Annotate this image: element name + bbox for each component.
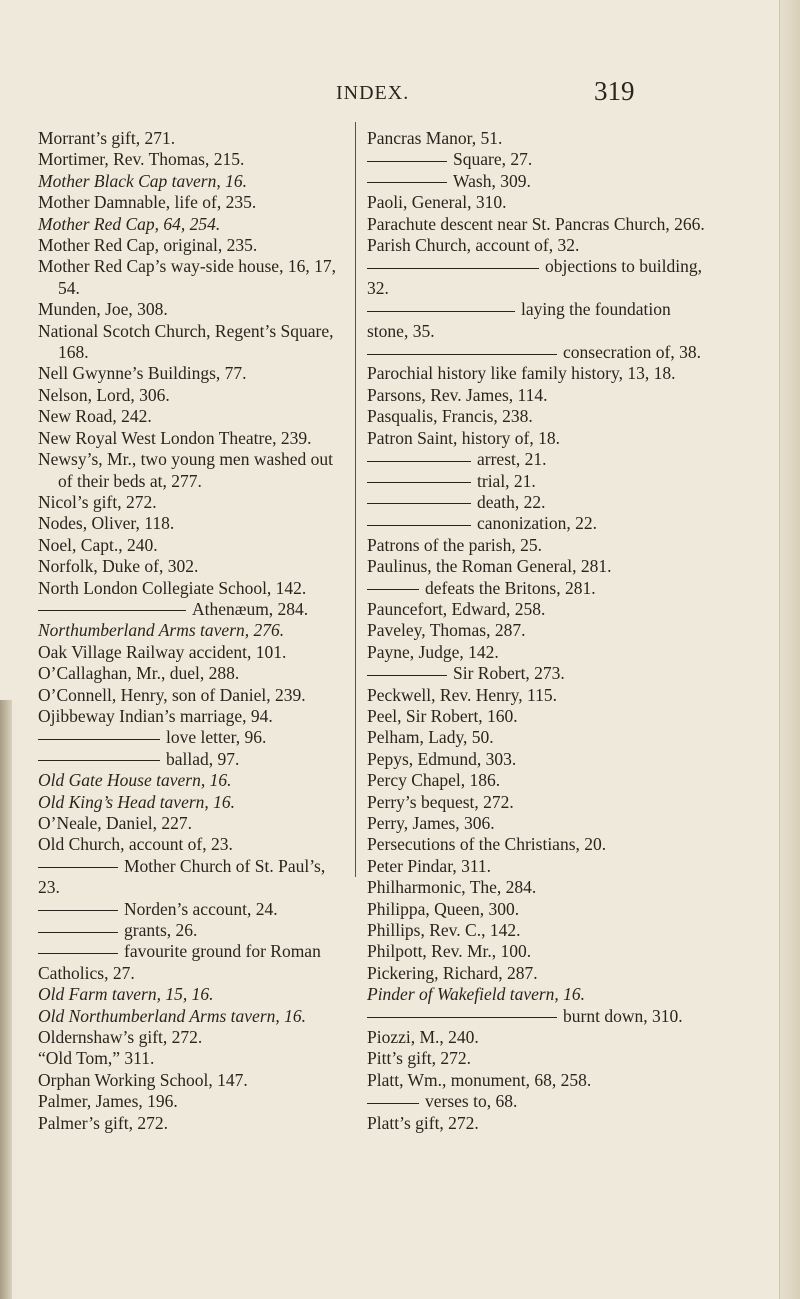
index-entry: Old Church, account of, 23. [38,834,233,855]
index-entry: Old Northumberland Arms tavern, 16. [38,1005,307,1026]
index-entry: New Royal West London Theatre, 239. [38,427,312,448]
index-entry: Old Farm tavern, 15, 16. [38,984,214,1005]
subentry-text: verses to, 68. [425,1091,518,1112]
index-entry: “Old Tom,” 311. [38,1048,155,1069]
subentry-text: canonization, 22. [477,513,598,534]
index-column-right [367,128,715,1134]
ditto-dash [38,867,118,868]
subentry-text: Square, 27. [453,149,533,170]
index-entry: Nodes, Oliver, 118. [38,513,175,534]
index-entry: Oak Village Railway accident, 101. [38,641,287,662]
index-entry: Newsy’s, Mr., two young men washed out of their beds at, 277. [38,449,334,491]
index-subentry [367,1006,715,1027]
index-entry: Parish Church, account of, 32. [367,235,580,256]
index-entry: National Scotch Church, Regent’s Square, 168. [38,320,334,363]
ditto-dash [38,910,118,911]
subentry-text: death, 22. [477,491,546,512]
ditto-dash [367,161,447,162]
binding-shadow [0,700,12,1299]
index-entry: Mother Red Cap’s way-side house, 16, 17, 54. [38,256,336,298]
index-entry: Patron Saint, history of, 18. [367,427,560,448]
index-entry: Mother Red Cap, original, 235. [38,235,258,256]
index-entry: Northumberland Arms tavern, 276. [38,620,285,641]
index-entry: Platt’s gift, 272. [367,1112,479,1133]
index-entry: Pepys, Edmund, 303. [367,748,517,769]
ditto-dash [38,739,160,740]
index-entry: Peel, Sir Robert, 160. [367,705,518,726]
index-subentry [367,299,715,342]
index-entry: O’Neale, Daniel, 227. [38,813,193,833]
page-header [0,76,800,116]
ditto-dash [367,354,557,355]
index-entry: Philharmonic, The, 284. [367,877,537,898]
index-entry: Pauncefort, Edward, 258. [367,598,546,619]
index-subentry [38,899,343,920]
index-entry: Persecutions of the Christians, 20. [367,834,607,855]
subentry-text: Sir Robert, 273. [453,663,565,684]
index-entry: Paveley, Thomas, 287. [367,620,526,641]
index-column-left [38,128,343,1134]
ditto-dash [367,1017,557,1018]
column-divider [355,122,356,877]
index-entry: Paulinus, the Roman General, 281. [367,556,612,577]
subentry-text: trial, 21. [477,470,536,491]
subentry-text: favourite ground for Roman Catholics, 27. [38,941,321,983]
index-entry: Philippa, Queen, 300. [367,898,520,919]
subentry-text: Norden’s account, 24. [124,898,278,919]
index-entry: Pickering, Richard, 287. [367,962,538,983]
index-entry: O’Connell, Henry, son of Daniel, 239. [38,684,306,705]
index-subentry [367,663,715,684]
ditto-dash [367,675,447,676]
index-entry: Oldernshaw’s gift, 272. [38,1027,203,1048]
index-entry: Parochial history like family history, 13, 18. [367,363,676,384]
index-subentry [38,727,343,748]
subentry-text: ballad, 97. [166,748,240,769]
index-entry: Palmer, James, 196. [38,1091,178,1112]
ditto-dash [38,610,186,611]
ditto-dash [367,461,471,462]
subentry-text: Wash, 309. [453,170,531,191]
subentry-text: arrest, 21. [477,449,547,470]
index-subentry [367,449,715,470]
index-entry: Orphan Working School, 147. [38,1069,248,1090]
subentry-text: love letter, 96. [166,727,267,748]
index-subentry [367,1091,715,1112]
ditto-dash [367,1103,419,1104]
index-entry: Mother Red Cap, 64, 254. [38,213,221,234]
index-entry: Mother Damnable, life of, 235. [38,192,257,213]
ditto-dash [38,760,160,761]
subentry-text: defeats the Britons, 281. [425,577,596,598]
running-title: INDEX. [336,82,410,104]
index-entry: Parachute descent near St. Pancras Church, 266. [367,213,705,234]
ditto-dash [367,268,539,269]
index-subentry [38,941,343,984]
index-entry: Percy Chapel, 186. [367,770,501,791]
index-entry: Pitt’s gift, 272. [367,1048,472,1069]
index-entry: Palmer’s gift, 272. [38,1112,168,1133]
page-edge [779,0,800,1299]
index-entry: Patrons of the parish, 25. [367,534,542,555]
index-entry: Philpott, Rev. Mr., 100. [367,941,532,962]
ditto-dash [367,525,471,526]
index-entry: Perry’s bequest, 272. [367,791,514,812]
index-subentry [38,856,343,899]
index-entry: Platt, Wm., monument, 68, 258. [367,1069,592,1090]
ditto-dash [367,503,471,504]
index-subentry [38,920,343,941]
subentry-text: objections to building, 32. [367,256,703,298]
index-subentry [367,256,715,299]
index-subentry [38,599,343,620]
subentry-text: laying the foundation stone, 35. [367,299,671,341]
ditto-dash [367,182,447,183]
subentry-text: Athenæum, 284. [192,598,309,619]
index-entry: Morrant’s gift, 271. [38,128,176,148]
index-entry: Pasqualis, Francis, 238. [367,406,533,427]
index-entry: Munden, Joe, 308. [38,299,168,320]
index-subentry [367,513,715,534]
page-number: 319 [594,76,635,106]
index-entry: Peckwell, Rev. Henry, 115. [367,684,558,705]
index-subentry [367,342,715,363]
index-entry: Mortimer, Rev. Thomas, 215. [38,149,245,170]
ditto-dash [367,589,419,590]
index-entry: Perry, James, 306. [367,813,495,833]
subentry-text: consecration of, 38. [563,342,702,363]
index-entry: Pelham, Lady, 50. [367,727,494,748]
ditto-dash [367,482,471,483]
subentry-text: Mother Church of St. Paul’s, 23. [38,855,326,898]
index-entry: O’Callaghan, Mr., duel, 288. [38,663,240,684]
index-entry: Ojibbeway Indian’s marriage, 94. [38,705,273,726]
index-entry: Old Gate House tavern, 16. [38,770,232,791]
index-entry: Old King’s Head tavern, 16. [38,791,236,812]
index-subentry [367,171,715,192]
index-entry: New Road, 242. [38,406,152,427]
index-entry: Norfolk, Duke of, 302. [38,556,199,577]
index-entry: Payne, Judge, 142. [367,641,499,662]
index-entry: Noel, Capt., 240. [38,534,158,555]
index-entry: Paoli, General, 310. [367,192,507,213]
ditto-dash [38,953,118,954]
ditto-dash [367,311,515,312]
index-entry: Piozzi, M., 240. [367,1027,479,1048]
subentry-text: burnt down, 310. [563,1005,683,1026]
index-entry: Nell Gwynne’s Buildings, 77. [38,363,247,384]
index-subentry [367,149,715,170]
subentry-text: grants, 26. [124,920,198,941]
index-subentry [367,578,715,599]
index-entry: Pinder of Wakefield tavern, 16. [367,984,586,1005]
index-entry: Parsons, Rev. James, 114. [367,384,548,405]
index-entry: Nelson, Lord, 306. [38,384,170,405]
index-entry: Phillips, Rev. C., 142. [367,920,521,941]
index-entry: Peter Pindar, 311. [367,855,492,876]
index-entry: Pancras Manor, 51. [367,128,503,148]
index-entry: North London Collegiate School, 142. [38,577,307,598]
index-subentry [367,471,715,492]
index-entry: Mother Black Cap tavern, 16. [38,170,247,191]
ditto-dash [38,932,118,933]
index-entry: Nicol’s gift, 272. [38,491,157,512]
index-subentry [367,492,715,513]
index-subentry [38,749,343,770]
